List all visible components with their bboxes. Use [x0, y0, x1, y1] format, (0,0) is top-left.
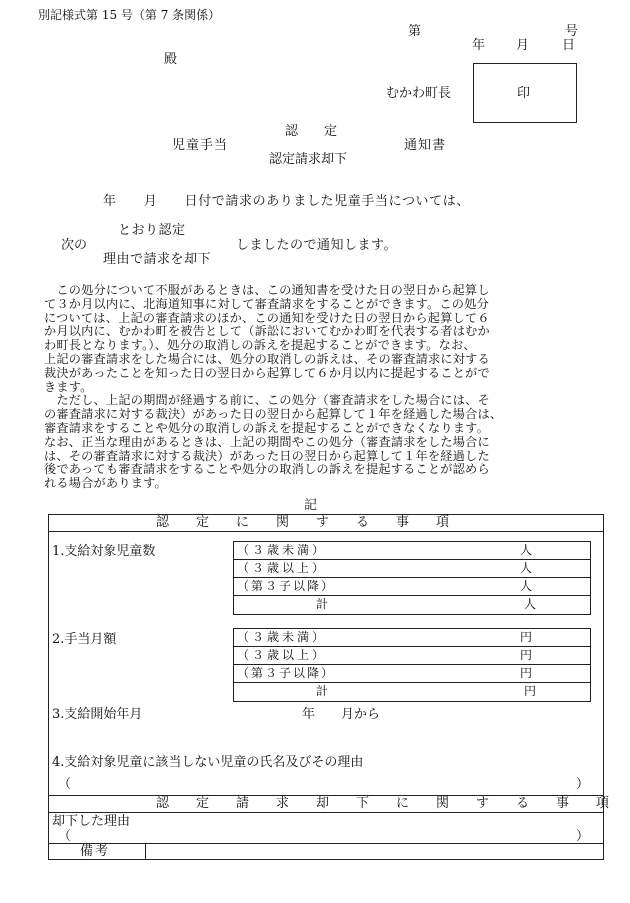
seal-label: 印 — [517, 86, 531, 101]
title-approval: 認 定 — [285, 124, 338, 139]
rejection-paren-open: （ — [58, 829, 72, 844]
rejection-reason-label: 却下した理由 — [52, 814, 131, 829]
title-subject: 児童手当 — [172, 138, 229, 153]
monthly-amount-label: 2.手当月額 — [52, 632, 117, 647]
date-day: 日 — [562, 38, 576, 53]
section1-heading: 認 定 に 関 す る 事 項 — [156, 515, 457, 530]
amount-unit-3: 円 — [520, 666, 533, 680]
remarks-column-divider — [145, 843, 146, 860]
number-suffix: 号 — [565, 24, 579, 39]
number-prefix: 第 — [408, 24, 422, 39]
amount-unit-4: 円 — [524, 684, 537, 698]
children-unit-3: 人 — [520, 579, 533, 593]
children-unit-4: 人 — [524, 597, 537, 611]
remarks-label: 備考 — [80, 844, 111, 859]
section2-heading-divider — [48, 812, 604, 813]
children-row-under3: （３歳未満） — [237, 543, 328, 557]
amount-row-under3: （３歳未満） — [237, 630, 328, 644]
appeal-notice-text: この処分について不服があるときは、この通知書を受けた日の翌日から起算し て３か月以内に、北海道知事に対して審査請求をすることができます。この処分 については、上記の審査請求のほか、この通知を受けた日の翌日から起算して６ か月以内に、むかわ町を被告として（訴訟においてむかわ町を代表する者はむか わ町長となります。）、処分の取消しの訴えを提起することができます。なお、 上記の審査請求をした場合には、処分の取消しの訴えは、その審査請求に対する 裁決があったことを知った日の翌日から起算して６か月以内に提起することがで きます。 ただし、上記の期間が経過する前に、この処分（審査請求をした場合には、そ の審査請求に対する裁決）があった日の翌日から起算して１年を経過した場合は、 審査請求をすることや処分の取消しの訴えを提起することができなくなります。 なお、正当な理由があるときは、上記の期間やこの処分（審査請求をした場合に は、その審査請求に対する裁決）があった日の翌日から起算して１年を経過した 後であっても審査請求をすることや処分の取消しの訴えを提起することが認めら れる場合があります。 — [44, 283, 503, 491]
mayor-name: むかわ町長 — [386, 86, 452, 101]
excluded-paren-close: ） — [576, 777, 590, 792]
addressee-suffix: 殿 — [164, 52, 178, 67]
title-rejection: 認定請求却下 — [269, 152, 348, 167]
excluded-paren-open: （ — [58, 777, 72, 792]
children-row-third: （第３子以降） — [237, 579, 336, 593]
amount-unit-2: 円 — [520, 648, 533, 662]
intro-suffix: しましたので通知します。 — [236, 238, 397, 253]
amount-row-third: （第３子以降） — [237, 666, 336, 680]
remarks-divider — [48, 843, 604, 844]
intro-line: 年 月 日付で請求のありました児童手当については、 — [103, 194, 470, 209]
children-count-label: 1.支給対象児童数 — [52, 544, 156, 559]
title-notice: 通知書 — [404, 138, 447, 153]
children-row-total: 計 — [316, 597, 329, 611]
children-row-over3: （３歳以上） — [237, 561, 328, 575]
ki-label: 記 — [304, 498, 318, 513]
date-year: 年 — [472, 38, 486, 53]
rejection-paren-close: ） — [576, 829, 590, 844]
excluded-children-label: 4.支給対象児童に該当しない児童の氏名及びその理由 — [52, 755, 364, 770]
intro-next: 次の — [61, 238, 88, 253]
section1-heading-divider — [48, 531, 604, 532]
amount-row-over3: （３歳以上） — [237, 648, 328, 662]
intro-option-reject: 理由で請求を却下 — [103, 252, 212, 267]
section2-heading: 認 定 請 求 却 下 に 関 す る 事 項 — [156, 796, 617, 811]
date-month: 月 — [516, 38, 530, 53]
amount-row-total: 計 — [316, 684, 329, 698]
children-unit-2: 人 — [520, 561, 533, 575]
intro-option-approve: とおり認定 — [118, 223, 186, 238]
form-label: 別記様式第 15 号（第 7 条関係） — [38, 8, 221, 22]
amount-unit-1: 円 — [520, 630, 533, 644]
start-month-label: 3.支給開始年月 — [52, 707, 143, 722]
children-unit-1: 人 — [520, 543, 533, 557]
start-month-value: 年 月から — [302, 707, 381, 722]
